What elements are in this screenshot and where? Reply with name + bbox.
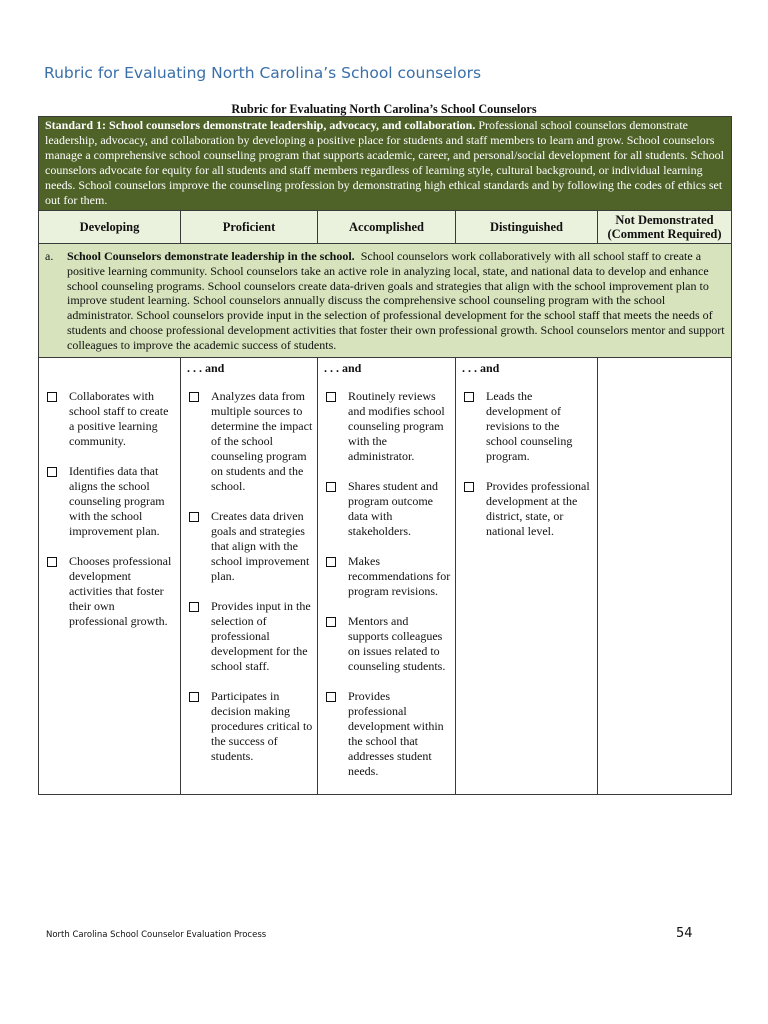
checkbox[interactable] [464, 482, 474, 492]
document-title: Rubric for Evaluating North Carolina’s School counselors [44, 64, 482, 82]
criterion-item: Mentors and supports colleagues on issues related to counseling students. [324, 614, 451, 674]
standard-text: Professional school counselors demonstrate leadership, advocacy, and collaboration by developing a positive place for students and staff members to learn and grow. School counselors manage a comprehensive school counseling program that supports academic, career, and personal/social development for all students. School counselors advocate for equity for all students and staff members regardless of learning style, cultural background, or individual learning needs. School counselors improve the counseling profession by demonstrating high ethical standards and by following the codes of ethics set out for them. [45, 118, 724, 207]
rubric-table [38, 116, 732, 795]
column-header-distinguished: Distinguished [456, 211, 598, 244]
checkbox[interactable] [189, 512, 199, 522]
checkbox[interactable] [47, 557, 57, 567]
standard-cell [39, 117, 732, 211]
criterion-item: Creates data driven goals and strategies that align with the school improvement plan. [187, 509, 313, 584]
criterion-item: Routinely reviews and modifies school counseling program with the administrator. [324, 389, 451, 464]
checkbox[interactable] [47, 392, 57, 402]
accomplished-cell [318, 357, 456, 794]
page-number: 54 [676, 926, 693, 941]
criterion-item: Provides input in the selection of professional development for the school staff. [187, 599, 313, 674]
not-demonstrated-cell[interactable] [598, 357, 732, 794]
column-header-proficient: Proficient [181, 211, 318, 244]
column-header-developing: Developing [39, 211, 181, 244]
checkbox[interactable] [189, 392, 199, 402]
criterion-item: Makes recommendations for program revisions. [324, 554, 451, 599]
checkbox[interactable] [326, 482, 336, 492]
proficient-cell [181, 357, 318, 794]
criterion-item: Chooses professional development activities that foster their own professional growth. [45, 554, 176, 629]
checkbox[interactable] [326, 617, 336, 627]
standard-row [39, 117, 732, 211]
element-row [39, 244, 732, 358]
checkbox[interactable] [326, 392, 336, 402]
checkbox[interactable] [189, 602, 199, 612]
developing-cell [39, 357, 181, 794]
criterion-item: Provides professional development at the district, state, or national level. [462, 479, 593, 539]
and-label: . . . and [324, 360, 362, 375]
checkbox[interactable] [47, 467, 57, 477]
element-text: School counselors work collaboratively with all school staff to create a positive learning community. School counselors take an active role in analyzing local, state, and national data to develop and enhance school counseling programs. School counselors create data-driven goals and strategies that align with the school improvement plan to improve student learning. School counselors annually discuss the comprehensive school counseling program with the school administrator. School counselors provide input in the selection of professional development for the school staff that meets the needs of students and choose professional development activities that foster their own professional growth. School counselors mentor and support colleagues to improve the academic success of students. [67, 249, 725, 352]
footer-text: North Carolina School Counselor Evaluation Process [46, 930, 267, 940]
not-demonstrated-label: Not Demonstrated [615, 213, 714, 227]
and-label: . . . and [187, 360, 225, 375]
standard-heading: Standard 1: School counselors demonstrate leadership, advocacy, and collaboration. [45, 118, 476, 132]
and-label: . . . and [462, 360, 500, 375]
element-heading: School Counselors demonstrate leadership in the school. [67, 249, 355, 263]
column-header-row [39, 211, 732, 244]
table-caption: Rubric for Evaluating North Carolina’s School Counselors [231, 102, 537, 116]
criterion-item: Shares student and program outcome data with stakeholders. [324, 479, 451, 539]
criterion-item: Analyzes data from multiple sources to determine the impact of the school counseling program on students and the school. [187, 389, 313, 494]
comment-required-label: (Comment Required) [607, 227, 722, 241]
element-letter: a. [45, 249, 54, 263]
column-header-accomplished: Accomplished [318, 211, 456, 244]
checkbox[interactable] [189, 692, 199, 702]
element-cell [39, 244, 732, 358]
criteria-row [39, 357, 732, 794]
criterion-item: Participates in decision making procedures critical to the success of students. [187, 689, 313, 764]
checkbox[interactable] [326, 692, 336, 702]
distinguished-cell [456, 357, 598, 794]
checkbox[interactable] [326, 557, 336, 567]
criterion-item: Leads the development of revisions to the school counseling program. [462, 389, 593, 464]
criterion-item: Provides professional development within the school that addresses student needs. [324, 689, 451, 779]
checkbox[interactable] [464, 392, 474, 402]
criterion-item: Identifies data that aligns the school counseling program with the school improvement plan. [45, 464, 176, 539]
criterion-item: Collaborates with school staff to create a positive learning community. [45, 389, 176, 449]
column-header-not-demonstrated [598, 211, 732, 244]
